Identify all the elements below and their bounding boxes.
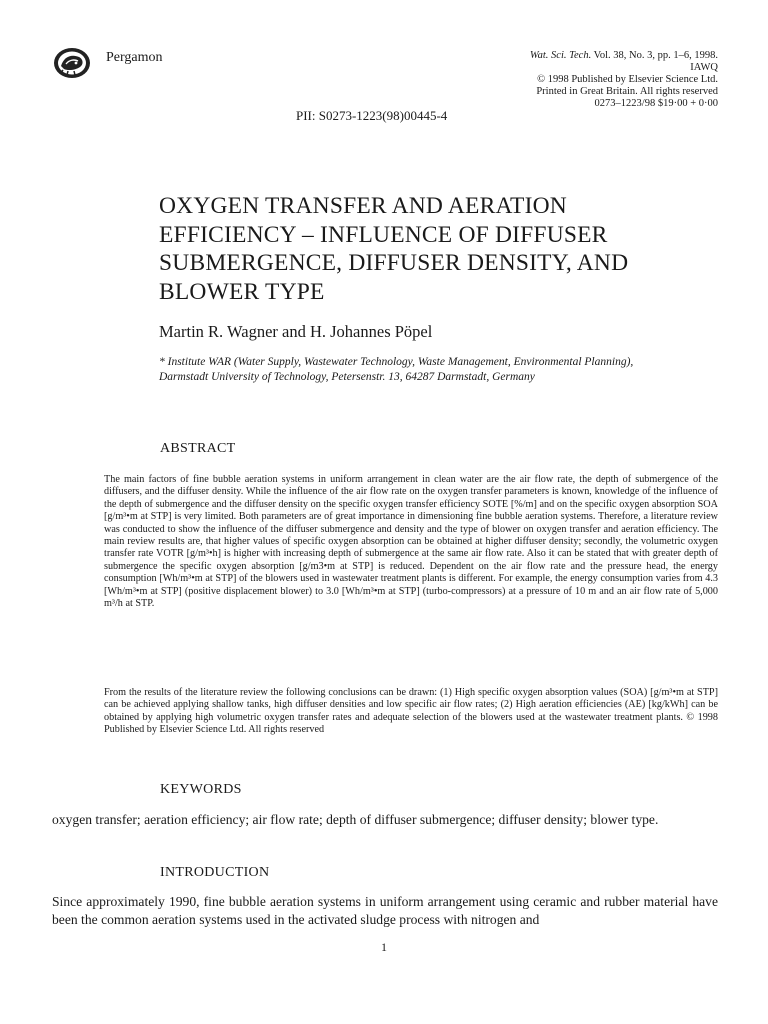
pii-identifier: PII: S0273-1223(98)00445-4 [296, 108, 448, 123]
abstract-heading: ABSTRACT [160, 441, 236, 456]
journal-org: IAWQ [690, 62, 718, 73]
copyright-line: © 1998 Published by Elsevier Science Ltd. [537, 74, 718, 85]
abstract-paragraph-1: The main factors of fine bubble aeration systems in uniform arrangement in clean water are the air flow rate, the depth of submergence of the diffusers, and the diffuser density. While the influence of the air flow rate on the oxygen transfer parameters is known, knowledge of the influence of the depth of submergence and the diffuser density on the specific oxygen transfer efficiency SOTE [%/m] and on the specific oxygen absorption SOA [g/m³•m at STP] is very limited. Both parameters are of great importance in dimensioning fine bubble aeration systems. Therefore, a literature review was conducted to show the influence of the diffuser submergence and density and the type of blower on oxygen transfer and aeration efficiency. The main review results are, that higher values of specific oxygen absorption can be obtained at higher diffuser density; secondly, the volumetric oxygen transfer rate VOTR [g/m³•h] is higher with increasing depth of submergence at the same air flow rate. Also it can be stated that with greater depth of submergence the specific oxygen absorption [g/m3•m at STP] is reduced. Dependent on the air flow rate and the pressure head, the energy consumption [Wh/m³•m at STP] of the blowers used in wastewater treatment plants is different. For example, the energy consumption varies from 4.3 [Wh/m³•m at STP] (positive displacement blower) to 3.0 [Wh/m³•m at STP] (turbo-compressors) at a pressure of 10 m and an air flow rate of 5,000 m³/h at STP. [104, 474, 718, 610]
journal-volume: Vol. 38, No. 3, pp. 1–6, 1998. [593, 50, 718, 61]
keywords-text: oxygen transfer; aeration efficiency; air flow rate; depth of diffuser submergence; diffuser density; blower type. [52, 812, 659, 827]
keywords-heading: KEYWORDS [160, 782, 242, 797]
article-title: OXYGEN TRANSFER AND AERATION EFFICIENCY – INFLUENCE OF DIFFUSER SUBMERGENCE, DIFFUSER DENSITY, AND BLOWER TYPE [159, 193, 629, 305]
journal-citation [530, 50, 718, 62]
publisher-name: Pergamon [106, 50, 163, 65]
author-affiliation: * Institute WAR (Water Supply, Wastewater Technology, Waste Management, Environmental Planning), Darmstadt University of Technology, Petersenstr. 13, 64287 Darmstadt, Germany [159, 356, 634, 383]
introduction-heading: INTRODUCTION [160, 865, 270, 880]
journal-info [530, 50, 718, 110]
introduction-text: Since approximately 1990, fine bubble aeration systems in uniform arrangement using ceramic and rubber material have been the common aeration systems used in the activated sludge process with nitrogen and [52, 894, 718, 927]
printed-line: Printed in Great Britain. All rights reserved [536, 86, 718, 97]
page-number: 1 [381, 940, 387, 954]
price-line: 0273–1223/98 $19·00 + 0·00 [594, 98, 718, 109]
article-authors: Martin R. Wagner and H. Johannes Pöpel [159, 322, 433, 341]
abstract-paragraph-2: From the results of the literature review the following conclusions can be drawn: (1) High specific oxygen absorption values (SOA) [g/m³•m at STP] can be achieved applying shallow tanks, high diffuser densities and low specific air flow rates; (2) High aeration efficiencies (AE) [kg/kWh] can be obtained by applying high volumetric oxygen transfer rates and adequate selection of the blowers used at the wastewater treatment plants. © 1998 Published by Elsevier Science Ltd. All rights reserved [104, 687, 718, 736]
pergamon-logo-icon [52, 46, 92, 80]
journal-name: Wat. Sci. Tech. [529, 50, 592, 61]
